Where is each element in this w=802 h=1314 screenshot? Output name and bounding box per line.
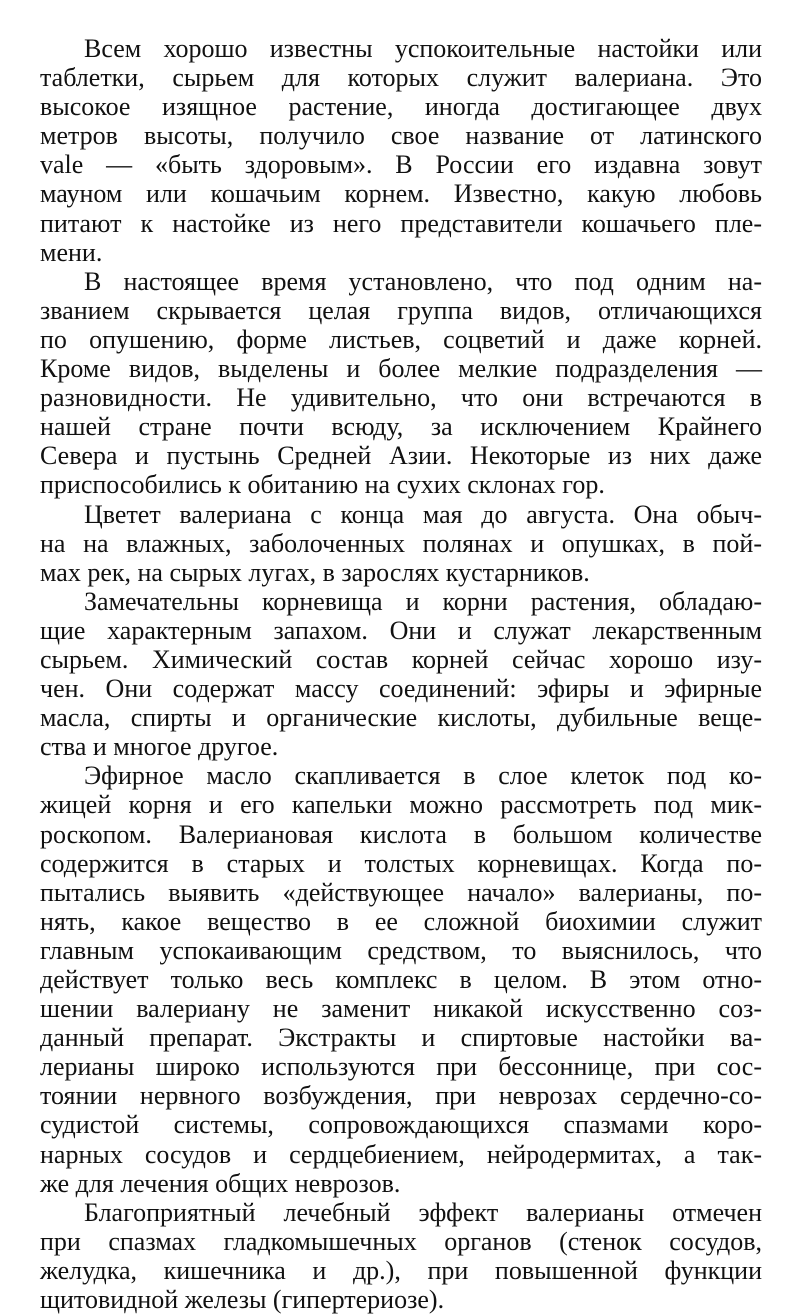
paragraph <box>40 500 762 587</box>
text-line: нашей стране почти всюду, за исключением Крайнего <box>40 412 762 442</box>
text-line: таблетки, сырьем для которых служит валериана. Это <box>40 63 762 93</box>
paragraph <box>40 1198 762 1314</box>
text-line: роскопом. Валериановая кислота в большом количестве <box>40 819 762 849</box>
text-line: тоянии нервного возбуждения, при неврозах сердечно-со- <box>40 1081 762 1111</box>
text-line: судистой системы, сопровождающихся спазмами коро- <box>40 1110 762 1140</box>
text-line: действует только весь комплекс в целом. В этом отно- <box>40 965 762 994</box>
text-line: мах рек, на сырых лугах, в зарослях кустарников. <box>40 557 590 587</box>
text-line: метров высоты, получило свое название от латинского <box>40 121 762 151</box>
paragraph <box>40 761 762 1197</box>
text-line: мени. <box>40 237 103 267</box>
text-line: лерианы широко используются при бессоннице, при сос- <box>40 1052 762 1082</box>
text-line: питают к настойке из него представители кошачьего пле- <box>40 208 762 238</box>
paragraph <box>40 587 762 762</box>
text-line: Благоприятный лечебный эффект валерианы отмечен <box>84 1197 762 1227</box>
text-line: званием скрывается целая группа видов, отличающихся <box>40 295 762 325</box>
text-line: нять, какое вещество в ее сложной биохимии служит <box>40 906 762 936</box>
text-line: на на влажных, заболоченных полянах и опушках, в пой- <box>40 528 762 558</box>
text-line: Цветет валериана с конца мая до августа. Она обыч- <box>84 499 762 529</box>
text-line: приспособились к обитанию на сухих склонах гор. <box>40 470 605 500</box>
text-line: щие характерным запахом. Они и служат лекарственным <box>40 615 762 645</box>
text-line: высокое изящное растение, иногда достигающее двух <box>40 92 762 122</box>
text-line: мауном или кошачьим корнем. Известно, какую любовь <box>40 179 762 209</box>
text-line: Замечательны корневища и корни растения, обладаю- <box>84 586 762 616</box>
text-line: сырьем. Химический состав корней сейчас хорошо изу- <box>40 644 762 674</box>
text-line: же для лечения общих неврозов. <box>40 1168 401 1198</box>
text-line: чен. Они содержат массу соединений: эфиры и эфирные <box>40 674 762 704</box>
text-line: Севера и пустынь Средней Азии. Некоторые из них даже <box>40 441 762 471</box>
text-line: нарных сосудов и сердцебиением, нейродермитах, а так- <box>40 1139 762 1169</box>
text-line: ства и многое другое. <box>40 732 279 762</box>
text-line: разновидности. Не удивительно, что они встречаются в <box>40 383 762 413</box>
text-line: В настоящее время установлено, что под одним на- <box>84 266 762 296</box>
text-line: данный препарат. Экстракты и спиртовые настойки ва- <box>40 1023 762 1053</box>
text-line: по опушению, форме листьев, соцветий и даже корней. <box>40 324 762 354</box>
text-line: содержится в старых и толстых корневищах. Когда по- <box>40 848 762 878</box>
text-line: шении валериану не заменит никакой искусственно соз- <box>40 994 762 1024</box>
text-line: пытались выявить «действующее начало» валерианы, по- <box>40 877 762 907</box>
text-line: vale — «быть здоровым». В России его издавна зовут <box>40 150 762 180</box>
text-line: Эфирное масло скапливается в слое клеток под ко- <box>84 761 762 791</box>
text-line: при спазмах гладкомышечных органов (стенок сосудов, <box>40 1226 762 1256</box>
text-line: масла, спирты и органические кислоты, дубильные веще- <box>40 703 762 733</box>
document-page <box>40 34 762 1314</box>
text-line: Кроме видов, выделены и более мелкие подразделения — <box>40 354 762 384</box>
paragraph <box>40 34 762 267</box>
paragraph <box>40 267 762 500</box>
text-line: желудка, кишечника и др.), при повышенной функции <box>40 1255 762 1285</box>
text-line: главным успокаивающим средством, то выяснилось, что <box>40 935 762 965</box>
text-line: жицей корня и его капельки можно рассмотреть под мик- <box>40 790 762 820</box>
text-line: Всем хорошо известны успокоительные настойки или <box>84 34 762 63</box>
text-line: щитовидной железы (гипертериозе). <box>40 1285 445 1314</box>
